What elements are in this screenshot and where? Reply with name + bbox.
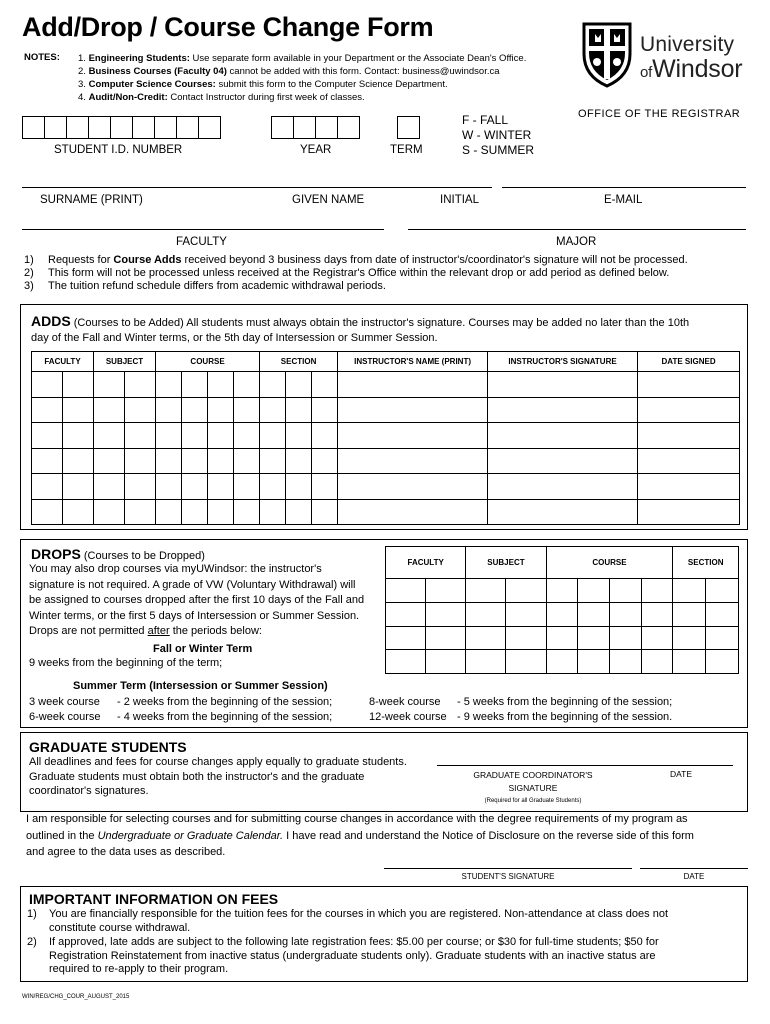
- condition-item: 1) Requests for Course Adds received beyond 3 business days from date of instructor's/coordinator's signature will not be processed.: [24, 254, 688, 266]
- term-option: S - SUMMER: [462, 143, 534, 157]
- summer-row: 3 week course - 2 weeks from the beginning of the session; 8-week course - 5 weeks from the beginning of the session;: [29, 696, 673, 708]
- fall-winter-text: 9 weeks from the beginning of the term;: [29, 657, 223, 669]
- year-digit-box[interactable]: [293, 116, 316, 139]
- adds-header-row: [32, 352, 740, 372]
- id-digit-box[interactable]: [44, 116, 67, 139]
- initial-label: INITIAL: [440, 194, 479, 206]
- adds-col-instructor-signature: INSTRUCTOR'S SIGNATURE: [488, 352, 638, 372]
- id-digit-box[interactable]: [198, 116, 221, 139]
- drops-header-row: [386, 547, 739, 579]
- adds-section: [20, 304, 748, 530]
- grad-signature-label: GRADUATE COORDINATOR'S SIGNATURE (Required for all Graduate Students): [473, 770, 593, 804]
- declaration-text: I am responsible for selecting courses and for submitting course changes in accordance with the degree requirements of my program as outlined in the Undergraduate or Graduate Calendar. I have read and understand the Notice of Disclosure on the reverse side of this form and agree to the data uses as described.: [26, 813, 694, 858]
- student-id-label: STUDENT I.D. NUMBER: [54, 144, 183, 156]
- condition-item: 3) The tuition refund schedule differs from academic withdrawal periods.: [24, 280, 386, 292]
- adds-col-instructor-name: INSTRUCTOR'S NAME (PRINT): [338, 352, 488, 372]
- adds-col-section: SECTION: [260, 352, 338, 372]
- id-digit-box[interactable]: [132, 116, 155, 139]
- graduate-section: [20, 732, 748, 812]
- office-registrar: OFFICE OF THE REGISTRAR: [578, 108, 741, 120]
- faculty-label: FACULTY: [176, 236, 227, 248]
- university-crest-icon: [580, 20, 634, 88]
- adds-row[interactable]: [32, 449, 740, 474]
- id-digit-box[interactable]: [66, 116, 89, 139]
- adds-row[interactable]: [32, 474, 740, 500]
- student-date-label: DATE: [683, 872, 705, 881]
- adds-row[interactable]: [32, 372, 740, 398]
- graduate-description: All deadlines and fees for course changes apply equally to graduate students. Graduate students must obtain both the instructor's and the graduate coordinator's signatures.: [29, 756, 407, 797]
- email-label: E-MAIL: [604, 194, 643, 206]
- adds-col-subject: SUBJECT: [94, 352, 156, 372]
- notes-list: [78, 52, 526, 104]
- fee-item: 2) If approved, late adds are subject to the following late registration fees: $5.00 per course; or $30 for full-time students; $50 for Registration Reinstatement from inactive status (undergraduate students only). Graduate students with an inactive status are required to re-apply to their program.: [27, 936, 659, 975]
- year-digit-box[interactable]: [271, 116, 294, 139]
- adds-row[interactable]: [32, 423, 740, 449]
- summer-heading: Summer Term (Intersession or Summer Session): [73, 680, 328, 692]
- grad-coordinator-signature-line[interactable]: [437, 765, 631, 766]
- term-options: [462, 113, 534, 158]
- note-item: 4. Audit/Non-Credit: Contact Instructor during first week of classes.: [78, 92, 365, 103]
- university-name-line2: ofWindsor: [640, 55, 743, 83]
- id-digit-box[interactable]: [154, 116, 177, 139]
- term-option: W - WINTER: [462, 128, 532, 142]
- drops-row[interactable]: [386, 650, 739, 674]
- notes-label: NOTES:: [24, 52, 60, 63]
- surname-label: SURNAME (PRINT): [40, 194, 143, 206]
- term-box[interactable]: [397, 116, 420, 139]
- adds-table: [31, 351, 740, 525]
- note-item: 1. Engineering Students: Use separate form available in your Department or the Associate Dean's Office.: [78, 53, 527, 64]
- summer-schedule: [29, 695, 672, 724]
- adds-description: ADDS (Courses to be Added) All students must always obtain the instructor's signature. Courses may be added no later than the 10th: [31, 313, 690, 329]
- name-line[interactable]: [22, 187, 492, 188]
- year-digit-box[interactable]: [315, 116, 338, 139]
- note-item: 2. Business Courses (Faculty 04) cannot be added with this form. Contact: business@uwindsor.ca: [78, 66, 500, 77]
- drops-description: You may also drop courses via myUWindsor: the instructor's signature is not required. A grade of VW (Voluntary Withdrawal) will be assigned to courses dropped after the first 10 days of the Fall and Winter terms, or the first 5 days of Intersession or Summer Session. Drops are not permitted after the periods below:: [29, 563, 365, 637]
- fees-list: [27, 908, 668, 977]
- note-item: 3. Computer Science Courses: submit this form to the Computer Science Department.: [78, 79, 448, 90]
- student-signature-label: STUDENT'S SIGNATURE: [461, 872, 555, 881]
- adds-col-date-signed: DATE SIGNED: [638, 352, 740, 372]
- year-digit-box[interactable]: [337, 116, 360, 139]
- drops-heading: DROPS (Courses to be Dropped): [31, 546, 205, 562]
- major-label: MAJOR: [556, 236, 597, 248]
- faculty-line[interactable]: [22, 229, 384, 230]
- fees-section: [20, 886, 748, 982]
- id-digit-box[interactable]: [88, 116, 111, 139]
- adds-col-faculty: FACULTY: [32, 352, 94, 372]
- form-title: Add/Drop / Course Change Form: [22, 12, 434, 42]
- drops-col-section: SECTION: [673, 547, 739, 579]
- drops-table: [385, 546, 739, 674]
- university-name-line1: University: [640, 33, 735, 56]
- grad-date-line[interactable]: [629, 765, 733, 766]
- graduate-heading: GRADUATE STUDENTS: [29, 739, 187, 755]
- drops-col-course: COURSE: [546, 547, 673, 579]
- term-label: TERM: [390, 144, 423, 156]
- adds-col-course: COURSE: [156, 352, 260, 372]
- id-digit-box[interactable]: [110, 116, 133, 139]
- adds-row[interactable]: [32, 500, 740, 525]
- adds-row[interactable]: [32, 398, 740, 423]
- conditions-list: [24, 254, 688, 293]
- drops-row[interactable]: [386, 579, 739, 603]
- student-signature-line[interactable]: [384, 868, 632, 869]
- form-code: WIN/REG/CHG_COUR_AUGUST_2015: [22, 994, 130, 1000]
- grad-date-label: DATE: [669, 769, 693, 779]
- id-digit-box[interactable]: [176, 116, 199, 139]
- student-id-boxes[interactable]: [22, 116, 226, 139]
- summer-row: 6-week course - 4 weeks from the beginning of the session; 12-week course - 9 weeks from the beginning of the session.: [29, 710, 673, 723]
- year-boxes[interactable]: [271, 116, 363, 139]
- drops-col-subject: SUBJECT: [466, 547, 546, 579]
- fall-winter-heading: Fall or Winter Term: [153, 643, 253, 655]
- major-line[interactable]: [408, 229, 746, 230]
- adds-description-2: day of the Fall and Winter terms, or the 5th day of Intersession or Summer Session.: [31, 332, 438, 344]
- drops-row[interactable]: [386, 627, 739, 650]
- fees-heading: IMPORTANT INFORMATION ON FEES: [29, 891, 279, 907]
- drops-section: [20, 539, 748, 728]
- student-date-line[interactable]: [640, 868, 748, 869]
- condition-item: 2) This form will not be processed unless received at the Registrar's Office within the relevant drop or add period as defined below.: [24, 267, 670, 279]
- drops-col-faculty: FACULTY: [386, 547, 466, 579]
- email-line[interactable]: [502, 187, 746, 188]
- drops-row[interactable]: [386, 603, 739, 627]
- term-option: F - FALL: [462, 113, 509, 127]
- fee-item: 1) You are financially responsible for the tuition fees for the courses in which you are registered. Non-attendance at class does not constitute course withdrawal.: [27, 908, 669, 934]
- id-digit-box[interactable]: [22, 116, 45, 139]
- year-label: YEAR: [300, 144, 332, 156]
- given-name-label: GIVEN NAME: [292, 194, 365, 206]
